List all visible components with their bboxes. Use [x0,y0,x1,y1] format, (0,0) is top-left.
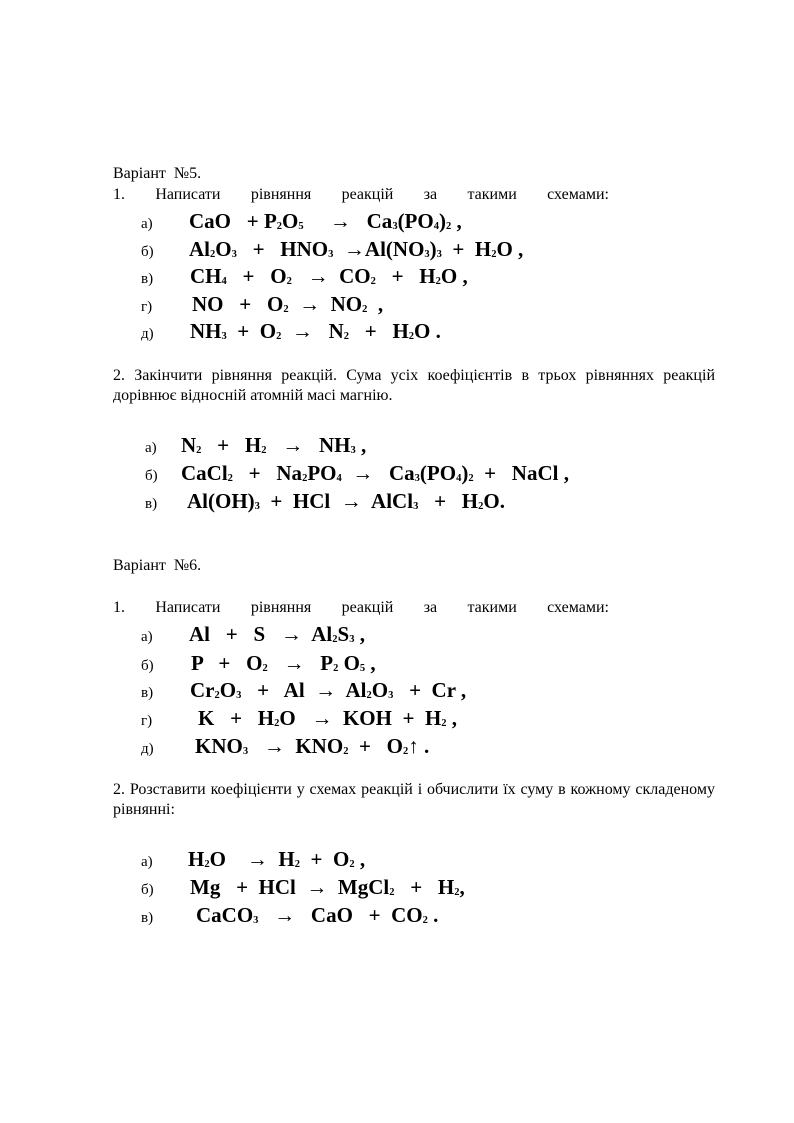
variant6-task1-text: 1. Написати рівняння реакцій за такими схемами: [113,599,609,616]
equation [196,902,438,933]
equation-item [145,460,569,486]
formula-text: O [338,651,360,675]
equation [190,874,465,905]
subscript: 2 [343,330,349,342]
subscript: 2 [286,275,292,287]
subscript: 2 [343,745,349,757]
formula-text: , [355,433,367,457]
formula-text: O , [440,264,468,288]
formula-text: + H [418,489,479,513]
subscript: 2 [422,914,428,926]
subscript: 5 [298,220,304,232]
subscript: 2 [408,330,415,342]
formula-text: + Al → Al [241,678,367,702]
variant6-title: Варіант №6. [113,557,202,574]
formula-text: + Na [232,461,303,485]
equation-item [145,488,505,514]
formula-text: CaCO [196,903,254,927]
formula-text: + H [201,433,262,457]
equation-item [141,318,441,344]
formula-text: Al(OH) [187,489,255,513]
equation-item [141,208,462,234]
formula-text: O → H [209,847,295,871]
equation-item [141,902,439,928]
subscript: 2 [214,689,220,701]
item-label: в) [141,685,154,701]
formula-text: →Al(NO [333,237,425,261]
formula-text: + NaCl , [473,461,569,485]
subscript: 3 [349,633,355,645]
formula-text: + H [375,264,436,288]
equation [190,263,468,294]
subscript: 2 [403,745,409,757]
formula-text: + H [394,875,455,899]
subscript: 3 [392,220,398,232]
formula-text: ) [429,237,437,261]
formula-text: (PO [419,461,457,485]
variant6-task2-text: 2. Розставити коефіцієнти у схемах реакцій і обчислити їх суму в кожному складеному рівнянні: [113,781,715,818]
subscript: 2 [276,330,282,342]
equation-item [141,236,524,262]
subscript: 2 [478,500,484,512]
equation [189,621,365,652]
formula-text: O [219,678,237,702]
equation [187,488,505,519]
formula-text: + HCl → AlCl [259,489,414,513]
equation-item [141,621,365,647]
formula-text: ) [461,461,469,485]
equation [198,705,457,736]
subscript: 2 [491,248,497,260]
subscript: 2 [261,444,267,456]
subscript: 2 [276,220,283,232]
formula-text: CH [190,264,222,288]
subscript: 3 [436,248,442,260]
item-label: г) [141,713,153,729]
formula-text: S [337,622,350,646]
formula-text: , [354,622,365,646]
equation [190,318,441,349]
item-label: а) [145,440,157,456]
subscript: 2 [389,886,395,898]
equation-item [141,733,430,759]
formula-text: O. [483,489,505,513]
subscript: 3 [253,914,259,926]
variant5-title: Варіант №5. [113,165,202,182]
formula-text: O [371,678,389,702]
formula-text: → Ca [341,461,415,485]
formula-text: O → KOH + H [279,706,442,730]
subscript: 3 [221,330,227,342]
item-label: б) [141,658,154,674]
subscript: 3 [231,248,237,260]
subscript: 4 [456,472,462,484]
formula-text: CaO + P [189,209,277,233]
formula-text: O [282,209,299,233]
subscript: 3 [328,248,334,260]
item-label: б) [141,244,154,260]
equation-item [141,650,376,676]
subscript: 3 [413,500,419,512]
item-label: д) [141,326,154,342]
equation [188,846,365,877]
item-label: а) [141,854,153,870]
formula-text: O . [414,319,441,343]
item-label: а) [141,629,153,645]
subscript: 2 [445,220,452,232]
formula-text: → N [281,319,344,343]
item-label: в) [141,910,154,926]
equation-item [141,291,384,317]
formula-text: Cr [190,678,215,702]
subscript: 3 [414,472,420,484]
formula-text: (PO [397,209,434,233]
subscript: 4 [433,220,439,232]
subscript: 2 [283,303,289,315]
subscript: 2 [196,444,202,456]
formula-text: , [451,209,462,233]
item-label: в) [141,271,154,287]
subscript: 2 [294,858,301,870]
item-label: в) [145,496,158,512]
formula-text: → CO [291,264,371,288]
formula-text: NH [190,319,222,343]
equation-item [141,874,465,900]
equation-item [141,846,366,872]
subscript: 2 [210,248,216,260]
formula-text: → NO [288,292,363,316]
subscript: 2 [333,662,339,674]
formula-text: PO [307,461,337,485]
variant5-task2-text: 2. Закінчити рівняння реакцій. Сума усіх коефіцієнтів в трьох рівняннях реакцій дорівнює відносній атомній масі магнію. [113,367,715,404]
equation [181,432,366,463]
item-label: б) [141,882,154,898]
formula-text: + O [348,734,403,758]
subscript: 5 [359,662,366,674]
subscript: 3 [236,689,242,701]
item-label: д) [141,741,154,757]
equation [189,208,462,239]
formula-text: O , [496,237,524,261]
subscript: 2 [204,858,210,870]
subscript: 2 [370,275,376,287]
formula-text: NO + O [192,292,284,316]
subscript: 2 [441,717,447,729]
formula-text: Mg + HCl → MgCl [190,875,390,899]
subscript: 2 [349,858,355,870]
formula-text: + H [348,319,409,343]
formula-text: , [354,847,366,871]
formula-text: H [188,847,205,871]
subscript: 3 [242,745,249,757]
equation-item [145,432,367,458]
subscript: 2 [362,303,368,315]
formula-text: → CaO + CO [258,903,423,927]
subscript: 2 [366,689,372,701]
equation-item [141,263,468,289]
formula-text: ↑ . [408,734,430,758]
formula-text: + HNO [236,237,329,261]
subscript: 2 [454,886,460,898]
formula-text: , [365,651,376,675]
formula-text: KNO [195,734,243,758]
formula-text: O [215,237,232,261]
formula-text: , [459,875,465,899]
subscript: 4 [336,472,342,484]
formula-text: N [181,433,197,457]
formula-text: , [446,706,458,730]
formula-text: → NH [266,433,351,457]
subscript: 3 [350,444,356,456]
formula-text: + Cr , [393,678,467,702]
formula-text: CaCl [181,461,228,485]
formula-text: + O [226,264,287,288]
formula-text: . [427,903,439,927]
equation [195,733,429,764]
equation-item [141,677,467,703]
formula-text: Al + S → Al [189,622,333,646]
item-label: б) [145,468,158,484]
subscript: 2 [435,275,441,287]
equation [190,677,466,708]
subscript: 3 [254,500,260,512]
formula-text: Al [189,237,210,261]
subscript: 4 [221,275,227,287]
subscript: 2 [274,717,280,729]
item-label: а) [141,216,153,232]
equation [181,460,569,491]
subscript: 2 [302,472,308,484]
formula-text: , [367,292,384,316]
subscript: 2 [227,472,233,484]
equation-item [141,705,458,731]
formula-text: P + O [191,651,263,675]
formula-text: → KNO [248,734,344,758]
formula-text: ) [438,209,446,233]
subscript: 2 [468,472,474,484]
formula-text: K + H [198,706,275,730]
subscript: 3 [388,689,394,701]
subscript: 2 [332,633,338,645]
formula-text: → Ca [303,209,393,233]
item-label: г) [141,299,153,315]
formula-text: + O [300,847,350,871]
formula-text: + H [441,237,492,261]
formula-text: + O [226,319,277,343]
variant5-task1-text: 1. Написати рівняння реакцій за такими схемами: [113,186,609,203]
subscript: 3 [424,248,430,260]
formula-text: → P [267,651,334,675]
subscript: 2 [262,662,268,674]
